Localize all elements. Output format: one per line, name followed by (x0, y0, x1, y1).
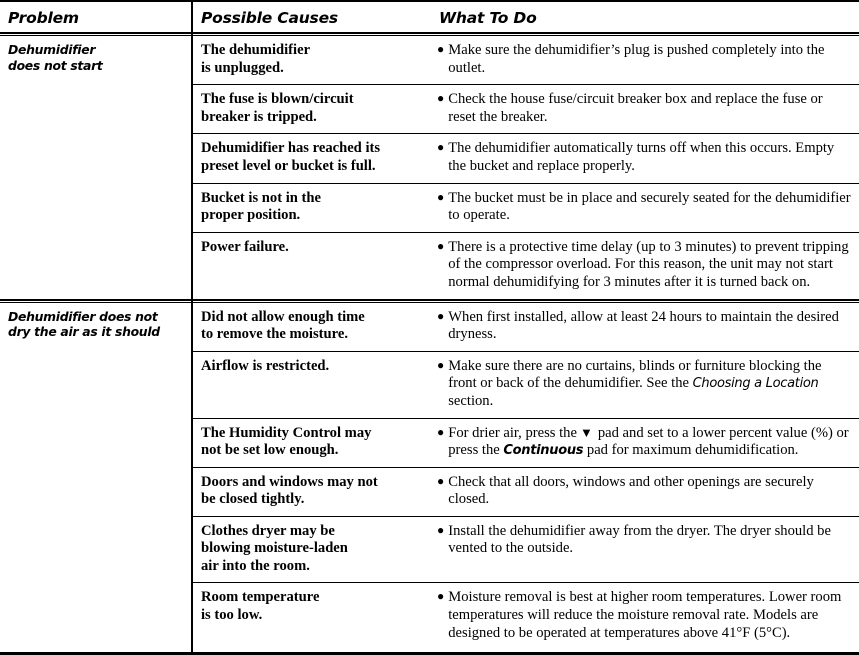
todo-text: When first installed, allow at least 24 hours to maintain the desired dryness. (448, 308, 839, 343)
todo-text-part: pad for maximum dehumidification. (586, 442, 799, 459)
header-what-to-do: What To Do (439, 9, 537, 27)
todo-text-part: For drier air, press the (448, 424, 577, 441)
cause-cell (191, 184, 428, 232)
column-divider (191, 0, 193, 655)
todo-text: The dehumidifier automatically turns off when this occurs. Empty the bucket and replace properly. (448, 140, 835, 174)
todo-cell (428, 134, 859, 182)
cause-line: blowing moisture-laden (201, 540, 348, 557)
cause-line: is too low. (201, 606, 263, 623)
bullet-icon: ● (437, 140, 445, 155)
cause-line: The dehumidifier (201, 42, 311, 58)
cause-cell (191, 517, 428, 583)
todo-text: There is a protective time delay (up to 3 minutes) to prevent tripping of the compressor overload. For this reason, the unit may not start normal dehumidifying for 3 minutes after it is turned back on. (448, 238, 849, 290)
cause-row-list (191, 36, 859, 299)
header-possible-causes: Possible Causes (201, 9, 338, 27)
cause-line: The Humidity Control may (201, 424, 372, 441)
todo-text-part: section. (448, 392, 494, 409)
cause-cell (191, 36, 428, 84)
todo-cell (428, 303, 859, 351)
cause-line: Dehumidifier has reached its (201, 140, 381, 157)
todo-text: Check the house fuse/circuit breaker box and replace the fuse or reset the breaker. (448, 91, 823, 125)
problem-label (0, 303, 191, 650)
todo-cell (428, 85, 859, 133)
bullet-icon: ● (437, 189, 445, 204)
table-row (191, 352, 859, 419)
problem-text-line-2: dry the air as it should (8, 324, 160, 340)
cause-cell (191, 419, 428, 467)
cause-line: The fuse is blown/circuit (201, 91, 354, 108)
cause-line: Doors and windows may not (201, 473, 378, 490)
problem-text-line-1: Dehumidifier (8, 42, 96, 57)
todo-cell (428, 468, 859, 516)
todo-cell (428, 517, 859, 565)
todo-text: Install the dehumidifier away from the dryer. The dryer should be vented to the outside. (448, 522, 831, 557)
table-row (191, 233, 859, 299)
todo-text: Make sure the dehumidifier’s plug is pushed completely into the outlet. (448, 42, 825, 76)
cause-line: Room temperature (201, 589, 320, 606)
table-row (191, 184, 859, 233)
cause-row-list (191, 303, 859, 650)
cause-line: to remove the moisture. (201, 326, 348, 343)
bullet-icon: ● (437, 308, 445, 323)
cause-line: breaker is tripped. (201, 108, 317, 125)
cause-cell (191, 352, 428, 383)
problem-group-does-not-dry (0, 303, 859, 650)
problem-group-does-not-start (0, 36, 859, 299)
cause-cell (191, 85, 428, 133)
cause-line: Power failure. (201, 238, 289, 255)
todo-cell (428, 352, 859, 418)
problem-text-line-2: does not start (8, 57, 103, 73)
section-reference: Choosing a Location (692, 376, 819, 392)
todo-cell (428, 419, 859, 467)
todo-cell (428, 233, 859, 299)
cause-line: be closed tightly. (201, 491, 305, 508)
bullet-icon: ● (437, 91, 445, 106)
problem-label (0, 36, 191, 299)
todo-cell (428, 36, 859, 84)
todo-cell (428, 184, 859, 232)
continuous-pad-label: Continuous (503, 443, 584, 459)
table-row (191, 419, 859, 468)
bullet-icon: ● (437, 424, 445, 439)
cause-cell (191, 233, 428, 264)
table-row (191, 468, 859, 517)
cause-cell (191, 583, 428, 631)
cause-line: is unplugged. (201, 59, 284, 76)
todo-text (448, 358, 851, 411)
table-row (191, 517, 859, 584)
table-row (191, 303, 859, 352)
table-row (191, 36, 859, 85)
bullet-icon: ● (437, 42, 445, 56)
cause-line: air into the room. (201, 557, 310, 574)
cause-line: not be set low enough. (201, 442, 339, 458)
header-problem: Problem (8, 9, 79, 27)
todo-cell (428, 583, 859, 649)
bullet-icon: ● (437, 357, 445, 372)
todo-text-part: Make sure there are no curtains, blinds or furniture blocking the front or back of the dehumidifier. See the (448, 357, 822, 392)
bullet-icon: ● (437, 522, 445, 537)
todo-text: The bucket must be in place and securely seated for the dehumidifier to operate. (448, 189, 851, 224)
todo-text: Check that all doors, windows and other openings are securely closed. (448, 473, 814, 508)
down-triangle-icon: ▼ (579, 424, 593, 440)
bullet-icon: ● (437, 238, 445, 253)
bullet-icon: ● (437, 473, 445, 488)
bullet-icon: ● (437, 589, 445, 604)
cause-cell (191, 468, 428, 516)
cause-line: Bucket is not in the (201, 189, 322, 206)
cause-line: Clothes dryer may be (201, 522, 335, 539)
cause-line: proper position. (201, 207, 301, 224)
todo-text (448, 425, 851, 460)
table-row (191, 134, 859, 183)
table-row (191, 583, 859, 649)
problem-text-line-1: Dehumidifier does not (8, 308, 158, 324)
cause-line: Did not allow enough time (201, 308, 365, 325)
todo-text: Moisture removal is best at higher room temperatures. Lower room temperatures will reduce the moisture removal rate. Models are designed to be operated at temperatures above 41°F (5°C). (448, 589, 842, 641)
table-header-row (0, 2, 859, 32)
cause-line: preset level or bucket is full. (201, 157, 376, 174)
cause-line: Airflow is restricted. (201, 357, 330, 374)
cause-cell (191, 303, 428, 351)
cause-cell (191, 134, 428, 182)
todo-text-part: pad and set to a lower percent value (%) or press the (448, 424, 849, 459)
table-row (191, 85, 859, 134)
